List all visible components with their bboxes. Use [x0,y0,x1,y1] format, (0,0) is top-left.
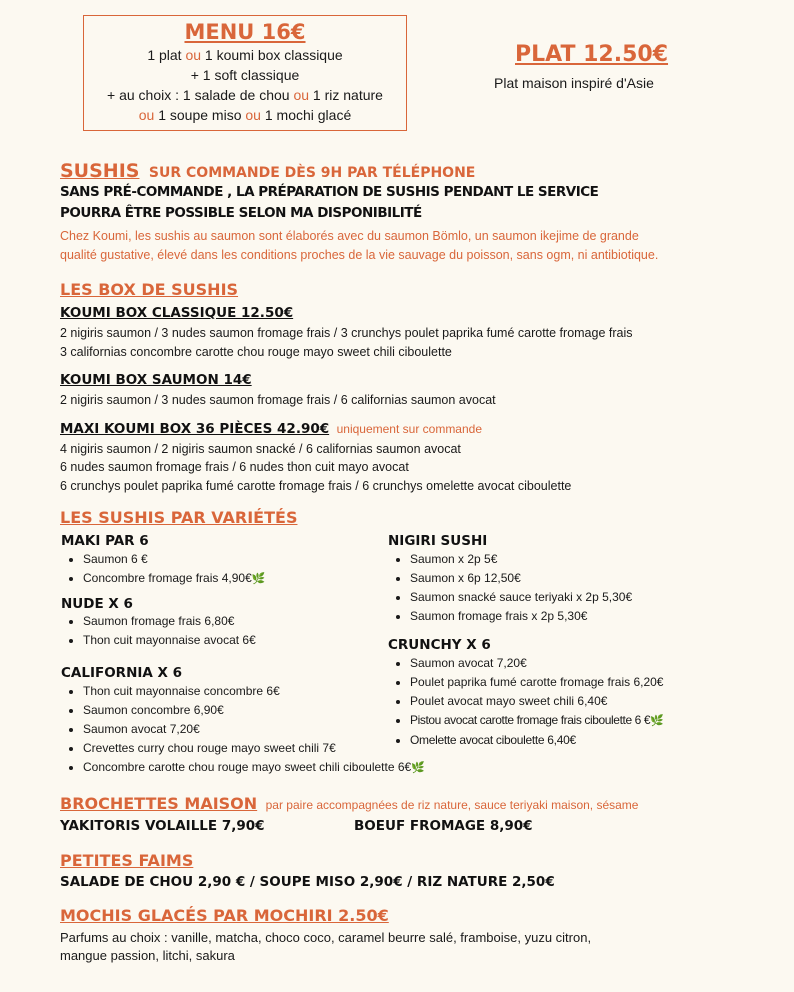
box-maxi-title: MAXI KOUMI BOX 36 PIÈCES 42.90€ [60,421,330,437]
list-item: • Concombre fromage frais 4,90€🌿 [83,569,265,589]
brochettes-item-1: YAKITORIS VOLAILLE 7,90€ [60,818,265,834]
california-list [61,682,425,778]
varietes-title: LES SUSHIS PAR VARIÉTÉS [60,508,298,527]
box-classique-line-2: 3 californias concombre carotte chou rouge mayo sweet chili ciboulette [60,345,452,359]
list-item: • Pistou avocat carotte fromage frais ciboulette 6 €🌿 [410,711,663,731]
plat-title: PLAT 12.50€ [515,42,669,67]
sushis-desc-2: qualité gustative, élevé dans les conditions proches de la vie sauvage du poisson, sans ogm, ni antibiotique. [60,248,659,262]
plat-subtitle: Plat maison inspiré d'Asie [494,75,654,91]
crunchy-list [388,654,663,750]
list-item: • Saumon x 6p 12,50€ [410,569,632,588]
sushis-desc-1: Chez Koumi, les sushis au saumon sont élaborés avec du saumon Bömlo, un saumon ikejime de grande [60,229,639,243]
box-saumon-line-1: 2 nigiris saumon / 3 nudes saumon fromage frais / 6 californias saumon avocat [60,393,496,407]
list-item: • Thon cuit mayonnaise concombre 6€ [83,682,425,701]
sushis-header [60,160,475,182]
brochettes-item-2: BOEUF FROMAGE 8,90€ [354,818,533,834]
list-item: • Saumon avocat 7,20€ [83,720,425,739]
menu-line-4: ou 1 soupe miso ou 1 mochi glacé [138,107,352,123]
leaf-icon: 🌿 [411,762,425,774]
list-item: • Poulet avocat mayo sweet chili 6,40€ [410,692,663,711]
box-classique-line-1: 2 nigiris saumon / 3 nudes saumon fromage frais / 3 crunchys poulet paprika fumé carotte fromage frais [60,326,633,340]
mochis-title: MOCHIS GLACÉS PAR MOCHIRI 2.50€ [60,906,389,925]
sushis-warning-1: SANS PRÉ-COMMANDE , LA PRÉPARATION DE SUSHIS PENDANT LE SERVICE [60,184,599,200]
california-title: CALIFORNIA X 6 [61,665,183,681]
nude-title: NUDE X 6 [61,596,133,612]
brochettes-header [60,794,638,814]
petites-faims-title: PETITES FAIMS [60,851,194,870]
menu-line-3: + au choix : 1 salade de chou ou 1 riz nature [107,87,383,103]
box-maxi-line-1: 4 nigiris saumon / 2 nigiris saumon snacké / 6 californias saumon avocat [60,442,461,456]
list-item: • Saumon avocat 7,20€ [410,654,663,673]
list-item: • Crevettes curry chou rouge mayo sweet chili 7€ [83,739,425,758]
menu-box [83,15,407,131]
box-classique-title: KOUMI BOX CLASSIQUE 12.50€ [60,305,294,321]
petites-faims-line: SALADE DE CHOU 2,90 € / SOUPE MISO 2,90€ / RIZ NATURE 2,50€ [60,874,555,890]
list-item: • Saumon fromage frais 6,80€ [83,612,256,631]
brochettes-title: BROCHETTES MAISON [60,794,258,813]
box-saumon-title: KOUMI BOX SAUMON 14€ [60,372,252,388]
list-item: • Omelette avocat ciboulette 6,40€ [410,731,663,750]
crunchy-title: CRUNCHY X 6 [388,637,491,653]
box-maxi-line-3: 6 crunchys poulet paprika fumé carotte fromage frais / 6 crunchys omelette avocat ciboulette [60,479,572,493]
brochettes-note: par paire accompagnées de riz nature, sauce teriyaki maison, sésame [265,798,639,812]
nude-list [61,612,256,650]
leaf-icon: 🌿 [650,715,664,727]
mochis-line-2: mangue passion, litchi, sakura [60,948,235,963]
menu-line-2: + 1 soft classique [190,67,300,83]
list-item: • Saumon 6 € [83,550,265,569]
box-maxi-line-2: 6 nudes saumon fromage frais / 6 nudes thon cuit mayo avocat [60,460,409,474]
list-item: • Thon cuit mayonnaise avocat 6€ [83,631,256,650]
list-item: • Saumon concombre 6,90€ [83,701,425,720]
box-maxi-header [60,420,482,438]
menu-title: MENU 16€ [184,20,306,44]
maki-list [61,550,265,589]
list-item: • Poulet paprika fumé carotte fromage frais 6,20€ [410,673,663,692]
list-item: • Saumon fromage frais x 2p 5,30€ [410,607,632,626]
sushis-warning-2: POURRA ÊTRE POSSIBLE SELON MA DISPONIBILITÉ [60,205,422,221]
maki-title: MAKI PAR 6 [61,533,149,549]
sushis-title: SUSHIS [60,160,140,182]
nigiri-title: NIGIRI SUSHI [388,533,488,549]
sushis-order-note: SUR COMMANDE DÈS 9H PAR TÉLÉPHONE [148,165,476,181]
menu-line-1: 1 plat ou 1 koumi box classique [147,47,343,63]
list-item: • Saumon snacké sauce teriyaki x 2p 5,30€ [410,588,632,607]
nigiri-list [388,550,632,626]
list-item: • Concombre carotte chou rouge mayo sweet chili ciboulette 6€🌿 [83,758,425,778]
box-maxi-note: uniquement sur commande [336,422,483,436]
box-section-title: LES BOX DE SUSHIS [60,280,239,299]
list-item: • Saumon x 2p 5€ [410,550,632,569]
leaf-icon: 🌿 [251,573,266,585]
mochis-line-1: Parfums au choix : vanille, matcha, choco coco, caramel beurre salé, framboise, yuzu citron, [60,930,592,945]
